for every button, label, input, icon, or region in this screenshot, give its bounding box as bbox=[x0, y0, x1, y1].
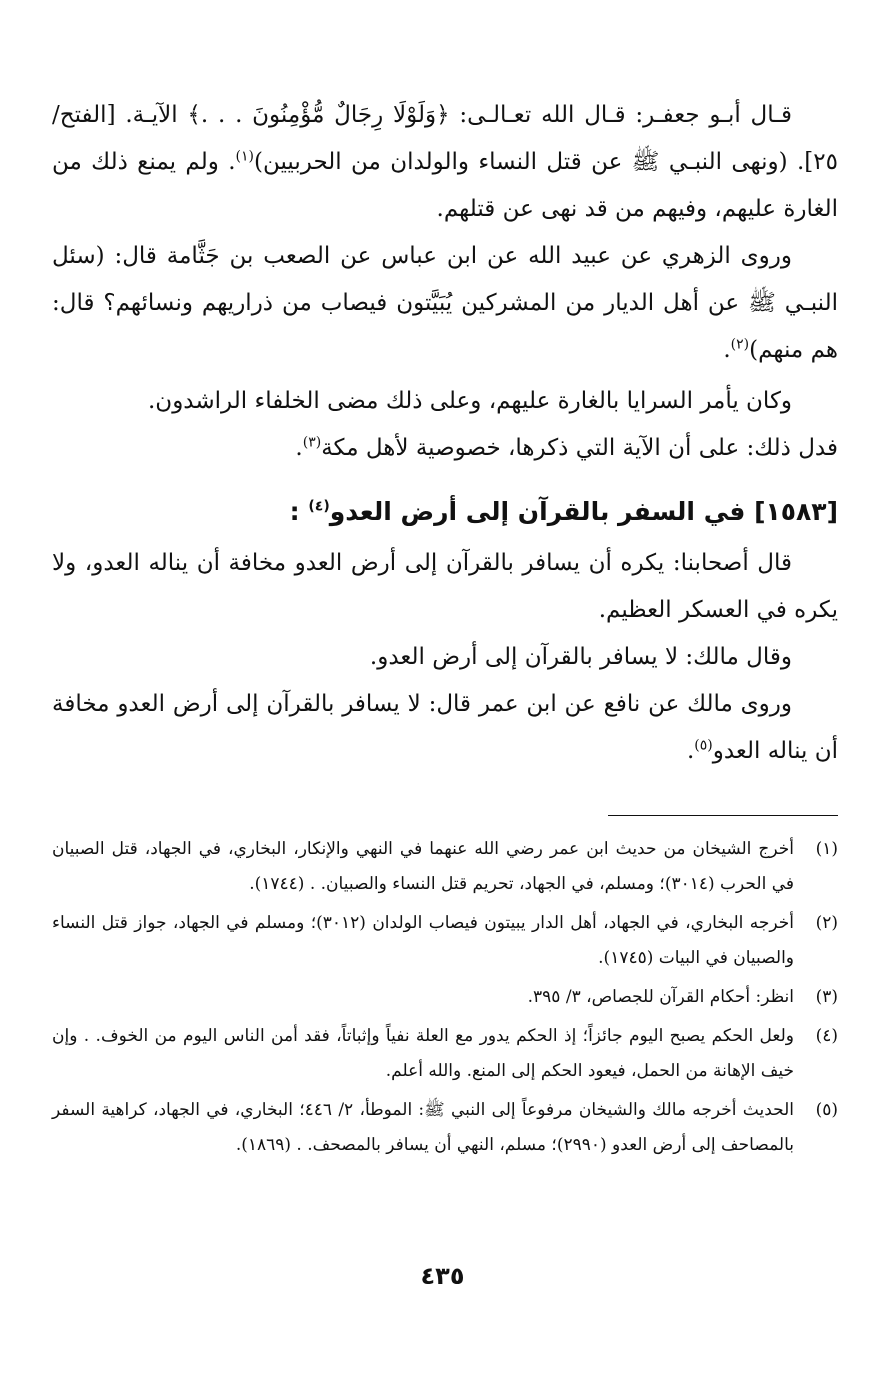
paragraph-text-tail: . bbox=[686, 738, 695, 764]
main-text bbox=[52, 92, 838, 775]
footnote-ref-4[interactable]: (٤) bbox=[308, 498, 330, 515]
paragraph-conclusion bbox=[52, 425, 838, 472]
footnote-number: (٢) bbox=[815, 913, 838, 933]
section-title: في السفر بالقرآن إلى أرض العدو bbox=[329, 497, 746, 526]
paragraph-text-tail: . ولم يمنع ذلك من الغارة عليهم، وفيهم من قد نهى عن قتلهم. bbox=[52, 149, 838, 222]
paragraph-zuhri bbox=[52, 233, 838, 374]
footnote-separator bbox=[608, 815, 838, 816]
paragraph-saraya bbox=[52, 378, 838, 425]
footnote-number: (٤) bbox=[815, 1026, 838, 1046]
paragraph-nafi bbox=[52, 681, 838, 775]
footnote-ref-5[interactable]: (٥) bbox=[694, 737, 713, 754]
footnote-text: الحديث أخرجه مالك والشيخان مرفوعاً إلى النبي ﷺ: الموطأ، ٢/ ٤٤٦؛ البخاري، في الجهاد، كراهية السفر بالمصاحف إلى أرض العدو (٢٩٩٠)؛ مسلم، النهي أن يسافر بالمصحف. . (١٨٦٩). bbox=[52, 1100, 794, 1155]
section-title-colon: : bbox=[289, 497, 300, 526]
paragraph-text: وقال مالك: لا يسافر بالقرآن إلى أرض العدو. bbox=[369, 644, 792, 670]
section-number: [١٥٨٣] bbox=[754, 497, 838, 526]
footnote-text: انظر: أحكام القرآن للجصاص، ٣/ ٣٩٥. bbox=[527, 987, 794, 1007]
paragraph-text: قال أصحابنا: يكره أن يسافر بالقرآن إلى أرض العدو مخافة أن يناله العدو، ولا يكره في العسكر العظيم. bbox=[52, 550, 838, 623]
paragraph-text-tail: . bbox=[723, 337, 731, 363]
section-heading bbox=[52, 490, 838, 534]
footnotes bbox=[52, 832, 838, 1163]
footnote-text: أخرج الشيخان من حديث ابن عمر رضي الله عنهما في النهي والإنكار، البخاري، في الجهاد، قتل الصبيان في الحرب (٣٠١٤)؛ ومسلم، في الجهاد، تحريم قتل النساء والصبيان. . (١٧٤٤). bbox=[52, 839, 794, 894]
paragraph-text: وكان يأمر السرايا بالغارة عليهم، وعلى ذلك مضى الخلفاء الراشدون. bbox=[148, 388, 792, 414]
footnote-text: ولعل الحكم يصبح اليوم جائزاً؛ إذ الحكم يدور مع العلة نفياً وإثباتاً، فقد أمن الناس اليوم من الخوف. . وإن خيف الإهانة من الحمل، فيعود الحكم إلى المنع. والله أعلم. bbox=[52, 1026, 794, 1081]
paragraph-text-tail: . bbox=[295, 435, 303, 461]
paragraph-text: وروى مالك عن نافع عن ابن عمر قال: لا يسافر بالقرآن إلى أرض العدو مخافة أن يناله العدو bbox=[52, 691, 838, 764]
footnote-text: أخرجه البخاري، في الجهاد، أهل الدار يبيتون فيصاب الولدان (٣٠١٢)؛ ومسلم في الجهاد، جواز قتل النساء والصبيان في البيات (١٧٤٥). bbox=[52, 913, 794, 968]
footnote-number: (١) bbox=[815, 839, 838, 859]
paragraph-text: قـال أبـو جعفـر: قـال الله تعـالـى: ﴿وَلَوْلَا رِجَالٌ مُّؤْمِنُونَ . . .﴾ الآيـة. [الفتح/ ٢٥]. (ونهى النبـي ﷺ عن قتل النساء والولدان من الحربيين) bbox=[52, 102, 838, 175]
paragraph-ashabuna bbox=[52, 540, 838, 634]
paragraph-malik bbox=[52, 634, 838, 681]
book-page bbox=[52, 92, 838, 1167]
paragraph-text: وروى الزهري عن عبيد الله عن ابن عباس عن الصعب بن جَثَّامة قال: (سئل النبـي ﷺ عن أهل الديار من المشركين يُبَيَّتون فيصاب من ذراريهم ونسائهم؟ قال: هم منهم) bbox=[52, 243, 838, 363]
footnote-number: (٣) bbox=[815, 987, 838, 1007]
footnote-5 bbox=[52, 1093, 838, 1163]
paragraph-text: فدل ذلك: على أن الآية التي ذكرها، خصوصية لأهل مكة bbox=[321, 435, 838, 461]
footnote-ref-2[interactable]: (٢) bbox=[730, 336, 750, 353]
paragraph-abu-jafar bbox=[52, 92, 838, 233]
footnote-number: (٥) bbox=[815, 1100, 838, 1120]
footnote-3 bbox=[52, 980, 838, 1015]
footnote-ref-1[interactable]: (١) bbox=[235, 148, 254, 165]
page-number: ٤٣٥ bbox=[420, 1262, 465, 1290]
footnote-2 bbox=[52, 906, 838, 976]
footnote-1 bbox=[52, 832, 838, 902]
footnote-4 bbox=[52, 1019, 838, 1089]
footnote-ref-3[interactable]: (٣) bbox=[302, 434, 322, 451]
